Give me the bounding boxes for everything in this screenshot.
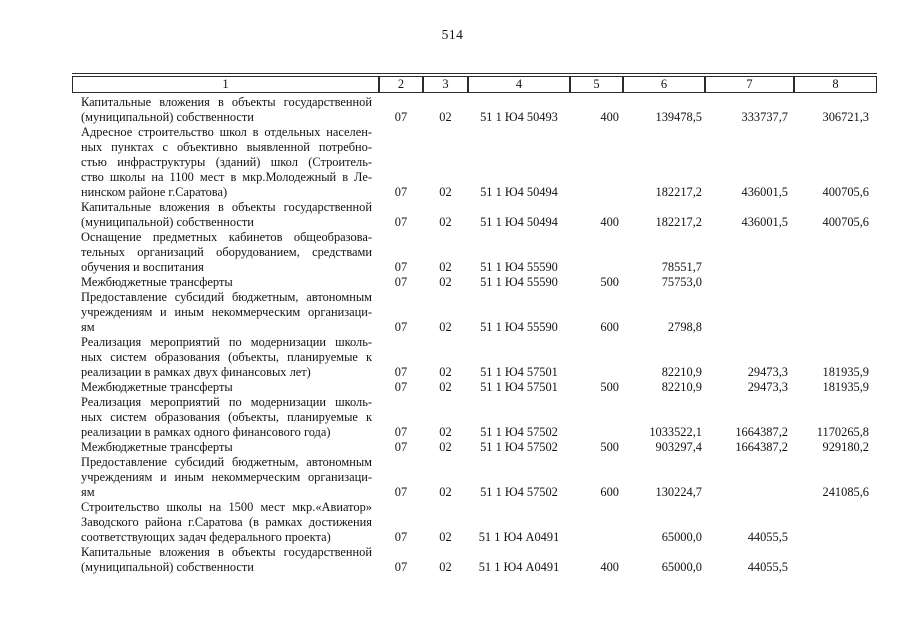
row-title-line: нинском районе г.Саратова)	[81, 185, 228, 199]
row-title-line: ям	[81, 320, 95, 334]
cell-col4: 51 1 Ю4 55590	[480, 260, 558, 274]
header-cell-1: 1	[72, 76, 379, 93]
cell-col3: 02	[439, 425, 452, 439]
row-title-cell	[72, 455, 379, 500]
cell-col3: 02	[439, 215, 452, 229]
cell-col5: 500	[600, 440, 619, 454]
table-row	[72, 125, 877, 200]
cell-col2: 07	[394, 260, 408, 274]
row-title-line: Межбюджетные трансферты	[81, 440, 233, 454]
cell-col2: 07	[394, 425, 408, 439]
table-row	[72, 230, 877, 275]
header-cell-5: 5	[570, 76, 623, 93]
cell-col6: 2798,8	[667, 320, 702, 334]
header-cell-2: 2	[379, 76, 423, 93]
cell-col3: 02	[439, 320, 452, 334]
row-title-line: ство школы на 1100 мест в мкр.Молодежный в Ле-	[81, 170, 372, 184]
cell-col4: 51 1 Ю4 50494	[480, 215, 558, 229]
row-title-line: Реализация мероприятий по модернизации школь-	[81, 395, 372, 409]
cell-col8: 181935,9	[822, 380, 869, 394]
cell-col6: 1033522,1	[649, 425, 702, 439]
cell-col6: 82210,9	[661, 380, 702, 394]
cell-col6: 65000,0	[661, 560, 702, 574]
cell-col7: 1664387,2	[735, 425, 788, 439]
row-title-line: Оснащение предметных кабинетов общеобразова-	[81, 230, 372, 244]
cell-col3: 02	[439, 485, 452, 499]
cell-col2: 07	[394, 110, 408, 124]
cell-col7: 436001,5	[741, 215, 788, 229]
row-title-line: Предоставление субсидий бюджетным, автономным	[81, 455, 372, 469]
row-title-line: Заводского района г.Саратова (в рамках достижения	[81, 515, 372, 529]
cell-col6: 75753,0	[661, 275, 702, 289]
row-title-line: ям	[81, 485, 95, 499]
row-title-cell	[72, 545, 379, 575]
cell-col2: 07	[394, 560, 408, 574]
cell-col4: 51 1 Ю4 А0491	[478, 560, 560, 574]
row-title-line: соответствующих задач федерального проекта)	[81, 530, 331, 544]
cell-col7: 44055,5	[747, 560, 788, 574]
cell-col3: 02	[439, 185, 452, 199]
row-title-line: Капитальные вложения в объекты государственной	[81, 95, 372, 109]
table-row	[72, 500, 877, 545]
cell-col6: 182217,2	[655, 185, 702, 199]
cell-col4: 51 1 Ю4 55590	[480, 320, 558, 334]
cell-col8: 1170265,8	[816, 425, 869, 439]
cell-col4: 51 1 Ю4 57502	[480, 425, 558, 439]
table-top-rule	[72, 73, 877, 74]
cell-col7: 29473,3	[747, 365, 788, 379]
cell-col2: 07	[394, 365, 408, 379]
table-row	[72, 200, 877, 230]
table-row	[72, 395, 877, 440]
cell-col5: 400	[600, 560, 619, 574]
page-number: 514	[441, 27, 464, 42]
row-title-line: Предоставление субсидий бюджетным, автономным	[81, 290, 372, 304]
row-title-cell	[72, 335, 379, 380]
cell-col4: 51 1 Ю4 А0491	[478, 530, 560, 544]
row-title-line: ных систем образования (объекты, планируемые к	[81, 350, 372, 364]
cell-col3: 02	[439, 275, 452, 289]
cell-col6: 182217,2	[655, 215, 702, 229]
cell-col4: 51 1 Ю4 57501	[480, 365, 558, 379]
row-title-line: обучения и воспитания	[81, 260, 204, 274]
row-title-line: Реализация мероприятий по модернизации школь-	[81, 335, 372, 349]
cell-col5: 400	[600, 215, 619, 229]
row-title-cell	[72, 275, 379, 290]
row-title-line: Строительство школы на 1500 мест мкр.«Авиатор»	[81, 500, 372, 514]
row-title-line: Межбюджетные трансферты	[81, 275, 233, 289]
table-row	[72, 290, 877, 335]
row-title-cell	[72, 95, 379, 125]
cell-col3: 02	[439, 530, 452, 544]
cell-col4: 51 1 Ю4 50494	[480, 185, 558, 199]
cell-col2: 07	[394, 275, 408, 289]
cell-col6: 903297,4	[655, 440, 702, 454]
cell-col2: 07	[394, 185, 408, 199]
row-title-cell	[72, 125, 379, 200]
row-title-cell	[72, 290, 379, 335]
table-row	[72, 545, 877, 575]
cell-col4: 51 1 Ю4 57502	[480, 440, 558, 454]
row-title-line: Межбюджетные трансферты	[81, 380, 233, 394]
row-title-cell	[72, 395, 379, 440]
cell-col3: 02	[439, 380, 452, 394]
table-body	[72, 95, 877, 575]
row-title-cell	[72, 500, 379, 545]
cell-col7: 29473,3	[747, 380, 788, 394]
row-title-cell	[72, 200, 379, 230]
cell-col2: 07	[394, 215, 408, 229]
table-row	[72, 380, 877, 395]
cell-col5: 600	[600, 320, 619, 334]
cell-col3: 02	[439, 110, 452, 124]
cell-col4: 51 1 Ю4 57502	[480, 485, 558, 499]
table-row	[72, 335, 877, 380]
cell-col7: 333737,7	[741, 110, 788, 124]
cell-col8: 181935,9	[822, 365, 869, 379]
cell-col2: 07	[394, 320, 408, 334]
cell-col5: 400	[600, 110, 619, 124]
row-title-cell	[72, 380, 379, 395]
cell-col2: 07	[394, 440, 408, 454]
row-title-line: (муниципальной) собственности	[81, 560, 254, 574]
row-title-line: стью инфраструктуры (зданий) школ (Строитель-	[81, 155, 372, 169]
table-row	[72, 440, 877, 455]
header-cell-3: 3	[423, 76, 468, 93]
budget-table	[72, 73, 877, 575]
row-title-line: (муниципальной) собственности	[81, 215, 254, 229]
cell-col8: 306721,3	[822, 110, 869, 124]
table-row	[72, 455, 877, 500]
row-title-line: тельных организаций оборудованием, средствами	[81, 245, 372, 259]
cell-col7: 44055,5	[747, 530, 788, 544]
cell-col3: 02	[439, 260, 452, 274]
cell-col8: 929180,2	[822, 440, 869, 454]
header-cell-4: 4	[468, 76, 570, 93]
header-cell-6: 6	[623, 76, 705, 93]
cell-col5: 500	[600, 380, 619, 394]
cell-col5: 500	[600, 275, 619, 289]
row-title-line: ных систем образования (объекты, планируемые к	[81, 410, 372, 424]
table-row	[72, 95, 877, 125]
cell-col8: 400705,6	[822, 215, 869, 229]
row-title-line: учреждениям и иным некоммерческим организаци-	[81, 305, 372, 319]
table-header	[72, 76, 877, 93]
cell-col4: 51 1 Ю4 57501	[480, 380, 558, 394]
cell-col4: 51 1 Ю4 55590	[480, 275, 558, 289]
cell-col6: 78551,7	[661, 260, 702, 274]
cell-col3: 02	[439, 365, 452, 379]
cell-col4: 51 1 Ю4 50493	[480, 110, 558, 124]
row-title-line: учреждениям и иным некоммерческим организаци-	[81, 470, 372, 484]
row-title-line: Капитальные вложения в объекты государственной	[81, 200, 372, 214]
row-title-cell	[72, 440, 379, 455]
row-title-line: реализации в рамках двух финансовых лет)	[81, 365, 311, 379]
table-row	[72, 275, 877, 290]
cell-col8: 241085,6	[822, 485, 869, 499]
cell-col6: 82210,9	[661, 365, 702, 379]
cell-col6: 65000,0	[661, 530, 702, 544]
cell-col3: 02	[439, 440, 452, 454]
cell-col7: 1664387,2	[735, 440, 788, 454]
row-title-line: реализации в рамках одного финансового года)	[81, 425, 331, 439]
row-title-line: (муниципальной) собственности	[81, 110, 254, 124]
header-cell-8: 8	[794, 76, 877, 93]
cell-col2: 07	[394, 380, 408, 394]
row-title-line: Капитальные вложения в объекты государственной	[81, 545, 372, 559]
cell-col6: 130224,7	[655, 485, 702, 499]
cell-col6: 139478,5	[655, 110, 702, 124]
row-title-line: Адресное строительство школ в отдельных населен-	[81, 125, 372, 139]
cell-col2: 07	[394, 485, 408, 499]
header-cell-7: 7	[705, 76, 794, 93]
row-title-cell	[72, 230, 379, 275]
cell-col3: 02	[439, 560, 452, 574]
cell-col2: 07	[394, 530, 408, 544]
row-title-line: ных пунктах с объективно выявленной потребно-	[81, 140, 372, 154]
cell-col5: 600	[600, 485, 619, 499]
cell-col7: 436001,5	[741, 185, 788, 199]
cell-col8: 400705,6	[822, 185, 869, 199]
